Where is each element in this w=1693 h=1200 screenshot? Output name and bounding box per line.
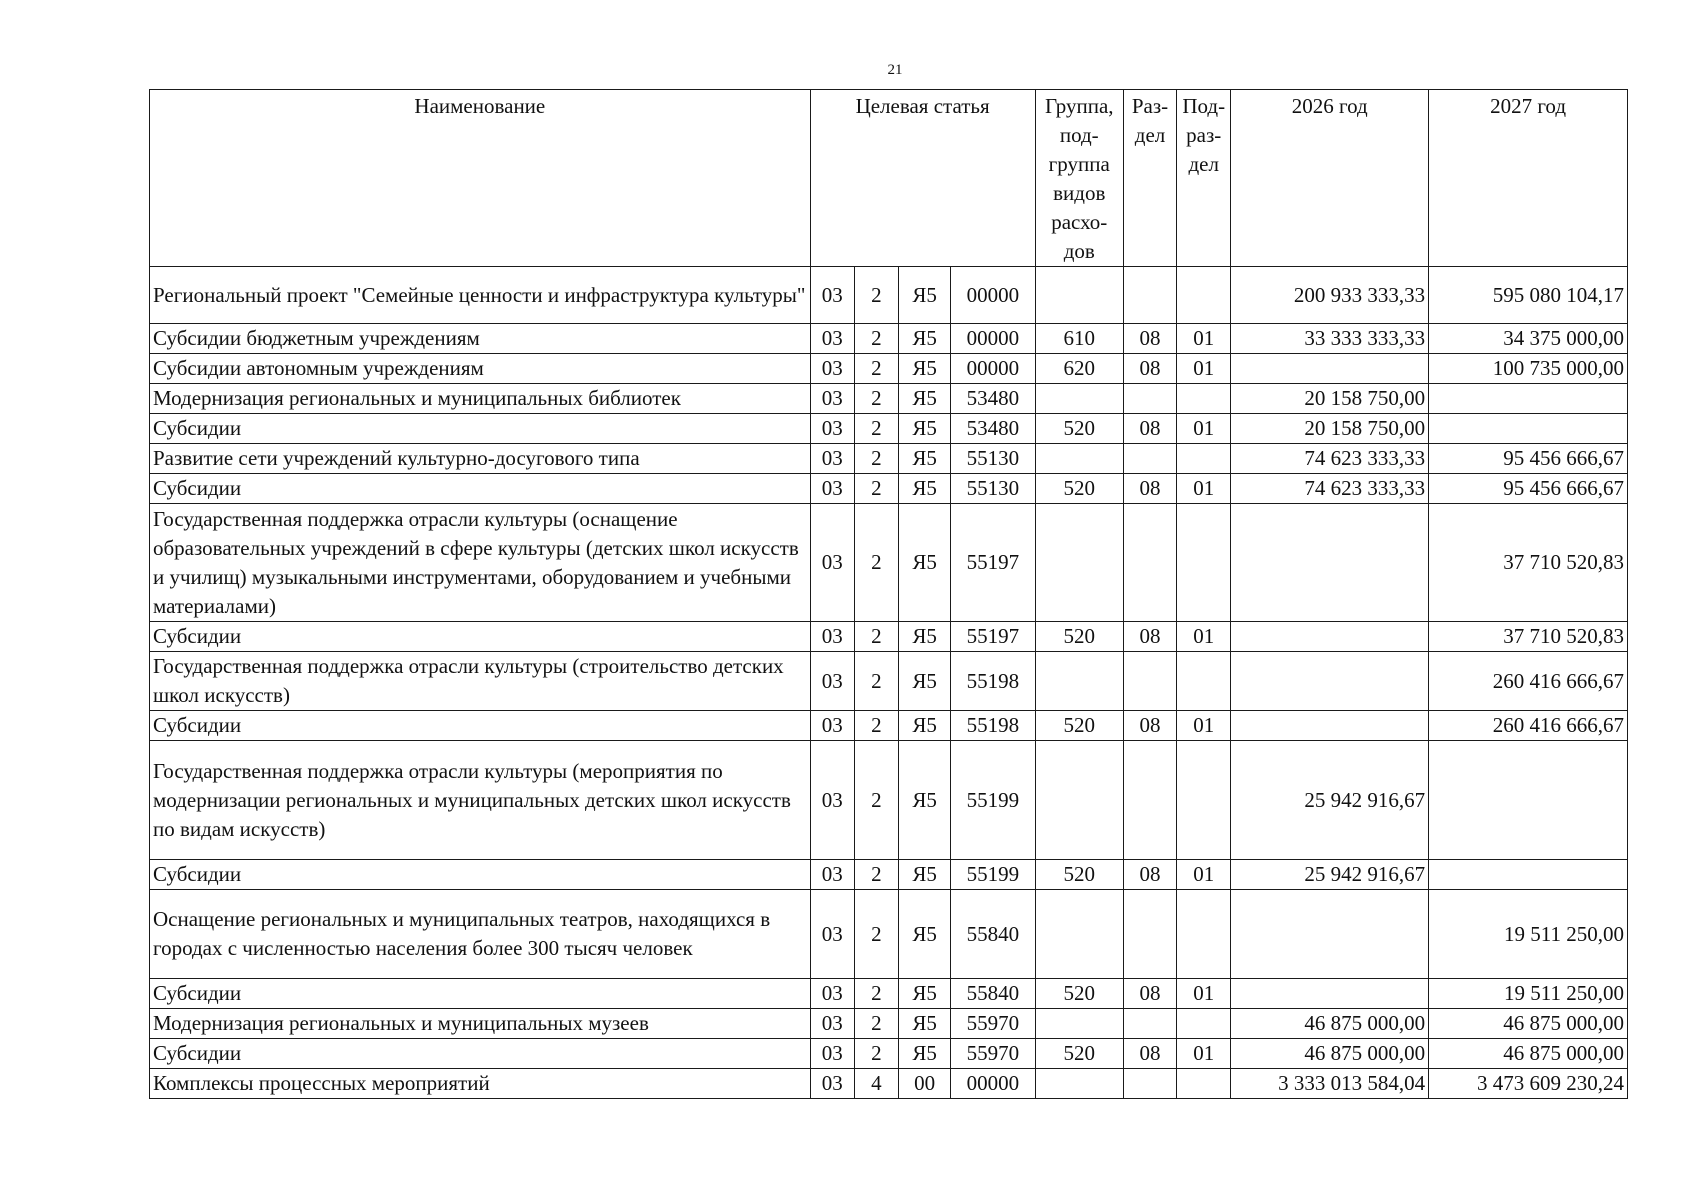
page-number: 21 [887,62,903,78]
row-target-4: 55970 [951,1009,1035,1039]
row-target-2: 2 [854,1039,898,1069]
header-group-line: группа [1048,152,1110,176]
row-subsection: 01 [1177,979,1231,1009]
row-name: Модернизация региональных и муниципальных музеев [150,1009,811,1039]
row-target-2: 2 [854,860,898,890]
row-2027: 595 080 104,17 [1429,267,1628,324]
row-target-3: Я5 [899,1039,951,1069]
row-target-2: 2 [854,324,898,354]
row-2027: 34 375 000,00 [1429,324,1628,354]
row-subsection [1177,504,1231,622]
table-row [150,267,1628,324]
row-name: Субсидии [150,414,811,444]
row-name: Субсидии автономным учреждениям [150,354,811,384]
row-subsection: 01 [1177,414,1231,444]
row-2027: 95 456 666,67 [1429,474,1628,504]
table-row [150,324,1628,354]
row-section: 08 [1123,860,1176,890]
row-section [1123,444,1176,474]
row-2027: 95 456 666,67 [1429,444,1628,474]
row-section [1123,741,1176,860]
row-section: 08 [1123,414,1176,444]
header-group-line: дов [1063,239,1095,263]
row-name: Субсидии [150,474,811,504]
row-subsection: 01 [1177,711,1231,741]
row-group [1035,504,1123,622]
row-target-3: Я5 [899,267,951,324]
row-target-3: Я5 [899,504,951,622]
table-row [150,979,1628,1009]
header-subsection-line: раз- [1186,123,1222,147]
row-2027: 46 875 000,00 [1429,1009,1628,1039]
row-target-4: 55198 [951,652,1035,711]
row-2026 [1231,622,1429,652]
row-target-1: 03 [810,652,854,711]
header-row [150,90,1628,267]
row-target-2: 2 [854,741,898,860]
header-subsection-line: Под- [1182,94,1226,118]
header-year-2026: 2026 год [1231,90,1429,267]
row-2027: 260 416 666,67 [1429,652,1628,711]
row-target-4: 55970 [951,1039,1035,1069]
row-name: Субсидии [150,860,811,890]
row-target-1: 03 [810,1039,854,1069]
row-subsection [1177,384,1231,414]
row-name: Государственная поддержка отрасли культуры (строительство детских школ искусств) [150,652,811,711]
table-row [150,1039,1628,1069]
row-target-3: Я5 [899,1009,951,1039]
header-subsection-line: дел [1188,152,1219,176]
row-target-4: 53480 [951,384,1035,414]
header-section-line: Раз- [1131,94,1169,118]
row-section: 08 [1123,979,1176,1009]
row-2026: 20 158 750,00 [1231,384,1429,414]
row-target-1: 03 [810,1069,854,1099]
row-section [1123,1009,1176,1039]
row-2026 [1231,979,1429,1009]
header-group-line: под- [1059,123,1099,147]
row-section [1123,384,1176,414]
row-target-1: 03 [810,414,854,444]
table-row [150,1009,1628,1039]
row-target-4: 00000 [951,1069,1035,1099]
row-target-3: Я5 [899,860,951,890]
row-target-2: 2 [854,444,898,474]
row-target-4: 00000 [951,267,1035,324]
row-target-1: 03 [810,622,854,652]
row-name: Субсидии [150,1039,811,1069]
row-target-4: 55197 [951,622,1035,652]
table-row [150,414,1628,444]
row-name: Субсидии [150,711,811,741]
row-group [1035,1069,1123,1099]
row-2027 [1429,414,1628,444]
row-target-4: 55197 [951,504,1035,622]
row-target-4: 55130 [951,444,1035,474]
row-target-4: 55130 [951,474,1035,504]
row-target-4: 00000 [951,324,1035,354]
header-year-2027: 2027 год [1429,90,1628,267]
header-group-line: расхо- [1051,210,1108,234]
row-section [1123,267,1176,324]
row-2027 [1429,741,1628,860]
table-row [150,741,1628,860]
row-name: Региональный проект "Семейные ценности и инфраструктура культуры" [150,267,811,324]
row-target-1: 03 [810,979,854,1009]
row-subsection: 01 [1177,474,1231,504]
table-row [150,652,1628,711]
row-target-4: 55198 [951,711,1035,741]
table-row [150,860,1628,890]
row-group: 520 [1035,979,1123,1009]
row-2026: 74 623 333,33 [1231,444,1429,474]
row-group [1035,741,1123,860]
header-section-line: дел [1134,123,1166,147]
row-group: 610 [1035,324,1123,354]
row-name: Модернизация региональных и муниципальных библиотек [150,384,811,414]
row-target-2: 2 [854,711,898,741]
row-subsection: 01 [1177,860,1231,890]
row-subsection [1177,1009,1231,1039]
row-group: 520 [1035,622,1123,652]
row-2026: 200 933 333,33 [1231,267,1429,324]
row-section: 08 [1123,324,1176,354]
budget-table [149,89,1628,1099]
row-2026: 46 875 000,00 [1231,1009,1429,1039]
row-name: Субсидии [150,622,811,652]
row-subsection [1177,890,1231,979]
row-target-1: 03 [810,324,854,354]
row-subsection [1177,444,1231,474]
row-group [1035,652,1123,711]
row-2026: 74 623 333,33 [1231,474,1429,504]
row-group: 620 [1035,354,1123,384]
row-group: 520 [1035,414,1123,444]
row-2027 [1429,384,1628,414]
row-target-3: Я5 [899,741,951,860]
row-subsection: 01 [1177,622,1231,652]
row-2026 [1231,711,1429,741]
row-name: Комплексы процессных мероприятий [150,1069,811,1099]
row-target-4: 55199 [951,741,1035,860]
row-2026: 25 942 916,67 [1231,860,1429,890]
row-subsection [1177,1069,1231,1099]
table-row [150,1069,1628,1099]
row-section [1123,890,1176,979]
table-row [150,504,1628,622]
row-2027: 3 473 609 230,24 [1429,1069,1628,1099]
row-subsection: 01 [1177,324,1231,354]
row-target-3: Я5 [899,622,951,652]
table-row [150,444,1628,474]
row-target-3: Я5 [899,652,951,711]
row-subsection [1177,652,1231,711]
row-target-3: Я5 [899,444,951,474]
row-target-3: Я5 [899,354,951,384]
row-name: Субсидии бюджетным учреждениям [150,324,811,354]
row-target-2: 2 [854,979,898,1009]
row-name: Развитие сети учреждений культурно-досугового типа [150,444,811,474]
row-section: 08 [1123,711,1176,741]
row-target-2: 2 [854,504,898,622]
row-target-1: 03 [810,384,854,414]
row-section: 08 [1123,1039,1176,1069]
row-section: 08 [1123,622,1176,652]
header-target: Целевая статья [810,90,1035,267]
row-target-3: Я5 [899,324,951,354]
row-group: 520 [1035,474,1123,504]
row-target-1: 03 [810,741,854,860]
row-subsection: 01 [1177,1039,1231,1069]
row-target-1: 03 [810,354,854,384]
row-target-2: 2 [854,622,898,652]
row-target-2: 2 [854,414,898,444]
row-target-1: 03 [810,860,854,890]
row-subsection [1177,267,1231,324]
row-group: 520 [1035,711,1123,741]
row-2026: 25 942 916,67 [1231,741,1429,860]
row-section: 08 [1123,474,1176,504]
row-name: Государственная поддержка отрасли культуры (мероприятия по модернизации региональных и муниципальных детских школ искусств по видам искусств) [150,741,811,860]
row-2026: 3 333 013 584,04 [1231,1069,1429,1099]
row-group [1035,444,1123,474]
row-target-3: Я5 [899,711,951,741]
row-2027: 37 710 520,83 [1429,504,1628,622]
row-target-2: 2 [854,890,898,979]
row-2027: 46 875 000,00 [1429,1039,1628,1069]
row-section: 08 [1123,354,1176,384]
row-target-1: 03 [810,504,854,622]
row-target-3: Я5 [899,414,951,444]
row-section [1123,1069,1176,1099]
row-2027: 19 511 250,00 [1429,890,1628,979]
row-section [1123,504,1176,622]
row-2026 [1231,354,1429,384]
table-row [150,474,1628,504]
row-group [1035,267,1123,324]
header-group [1035,90,1123,267]
row-2027: 100 735 000,00 [1429,354,1628,384]
table-row [150,890,1628,979]
row-group: 520 [1035,860,1123,890]
row-section [1123,652,1176,711]
row-target-4: 55199 [951,860,1035,890]
row-target-2: 2 [854,354,898,384]
row-target-3: 00 [899,1069,951,1099]
row-target-4: 53480 [951,414,1035,444]
row-target-1: 03 [810,474,854,504]
table-row [150,622,1628,652]
row-target-4: 55840 [951,979,1035,1009]
row-2026 [1231,890,1429,979]
row-subsection [1177,741,1231,860]
row-target-2: 2 [854,384,898,414]
row-target-2: 2 [854,1009,898,1039]
row-target-2: 2 [854,267,898,324]
row-target-3: Я5 [899,384,951,414]
row-2027: 37 710 520,83 [1429,622,1628,652]
header-name: Наименование [150,90,811,267]
row-2026: 46 875 000,00 [1231,1039,1429,1069]
row-target-1: 03 [810,890,854,979]
row-group [1035,1009,1123,1039]
row-2026 [1231,652,1429,711]
header-group-line: Группа, [1044,94,1114,118]
table-row [150,354,1628,384]
table-row [150,384,1628,414]
row-target-3: Я5 [899,890,951,979]
row-2027 [1429,860,1628,890]
row-target-2: 2 [854,652,898,711]
row-name: Оснащение региональных и муниципальных театров, находящихся в городах с численностью населения более 300 тысяч человек [150,890,811,979]
row-target-3: Я5 [899,979,951,1009]
row-group: 520 [1035,1039,1123,1069]
row-2026: 33 333 333,33 [1231,324,1429,354]
row-2027: 260 416 666,67 [1429,711,1628,741]
row-name: Субсидии [150,979,811,1009]
row-target-2: 2 [854,474,898,504]
row-target-3: Я5 [899,474,951,504]
row-target-1: 03 [810,711,854,741]
row-target-1: 03 [810,1009,854,1039]
row-target-4: 00000 [951,354,1035,384]
row-name: Государственная поддержка отрасли культуры (оснащение образовательных учреждений в сфере культуры (детских школ искусств и училищ) музыкальными инструментами, оборудованием и учебными материалами) [150,504,811,622]
row-target-4: 55840 [951,890,1035,979]
row-group [1035,384,1123,414]
row-2026 [1231,504,1429,622]
header-section [1123,90,1176,267]
header-subsection [1177,90,1231,267]
row-2026: 20 158 750,00 [1231,414,1429,444]
row-subsection: 01 [1177,354,1231,384]
row-group [1035,890,1123,979]
header-group-line: видов [1053,181,1106,205]
row-target-2: 4 [854,1069,898,1099]
row-target-1: 03 [810,267,854,324]
row-2027: 19 511 250,00 [1429,979,1628,1009]
row-target-1: 03 [810,444,854,474]
table-row [150,711,1628,741]
